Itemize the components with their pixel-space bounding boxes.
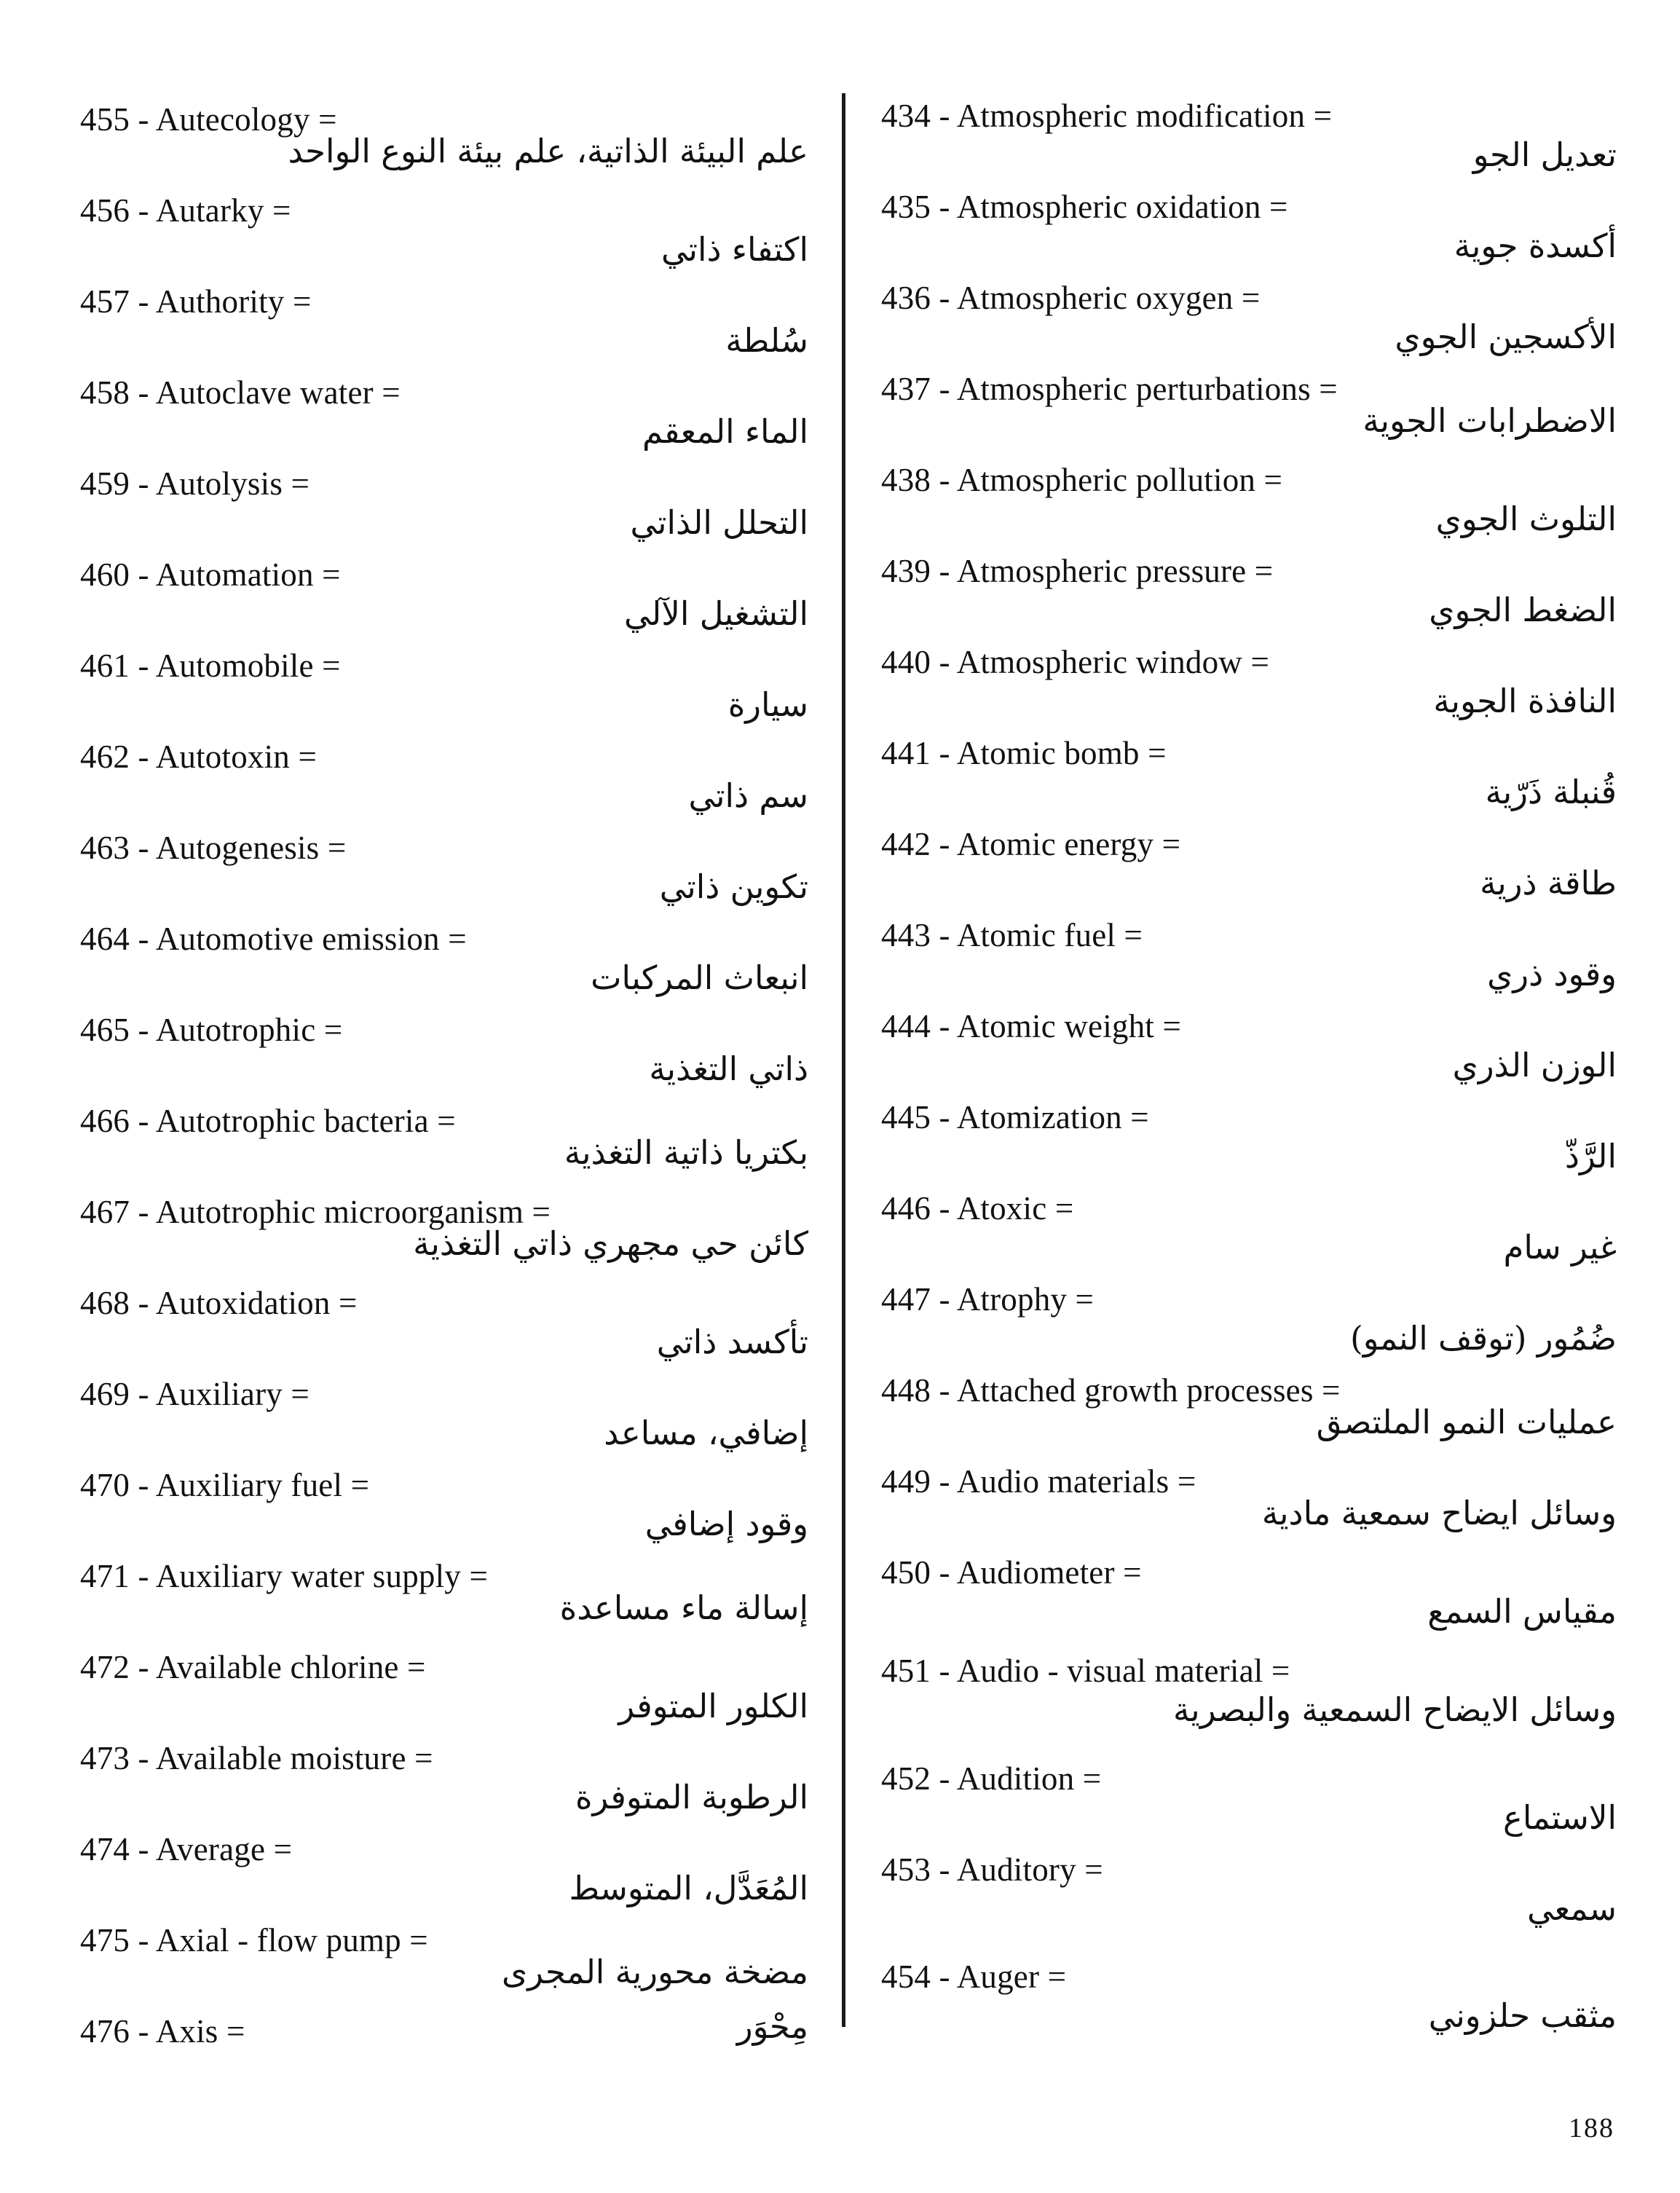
glossary-entry	[80, 1648, 808, 1740]
glossary-entry	[881, 1371, 1617, 1463]
glossary-entry	[881, 1280, 1617, 1372]
glossary-entry	[80, 556, 808, 647]
glossary-entry	[80, 647, 808, 739]
term-arabic: غير سام	[1503, 1228, 1617, 1267]
glossary-entry	[881, 1760, 1617, 1851]
term-arabic: أكسدة جوية	[1454, 227, 1617, 265]
glossary-entry	[80, 920, 808, 1012]
term-english: 462 - Autotoxin =	[80, 739, 318, 775]
glossary-entry	[80, 1011, 808, 1103]
term-english: 470 - Auxiliary fuel =	[80, 1467, 370, 1503]
glossary-entry	[80, 1102, 808, 1194]
term-english: 437 - Atmospheric perturbations =	[881, 371, 1338, 407]
term-english: 441 - Atomic bomb =	[881, 735, 1167, 771]
term-arabic: سم ذاتي	[688, 776, 808, 815]
glossary-entry	[80, 2007, 808, 2104]
glossary-entry	[881, 1652, 1617, 1744]
term-english: 467 - Autotrophic microorganism =	[80, 1194, 551, 1230]
glossary-entry	[80, 1466, 808, 1558]
term-arabic: ذاتي التغذية	[649, 1050, 808, 1088]
glossary-entry	[881, 1554, 1617, 1645]
glossary-entry	[881, 1007, 1617, 1099]
term-english: 453 - Auditory =	[881, 1851, 1103, 1888]
glossary-entry	[80, 1193, 808, 1285]
term-english: 460 - Automation =	[80, 556, 341, 593]
page-number: 188	[1569, 2113, 1614, 2143]
term-arabic: الضغط الجوي	[1429, 591, 1617, 629]
glossary-entry	[881, 916, 1617, 1008]
glossary-entry	[881, 643, 1617, 735]
term-arabic: مقياس السمع	[1427, 1592, 1617, 1631]
term-arabic: الاستماع	[1502, 1798, 1617, 1837]
term-arabic: التلوث الجوي	[1435, 500, 1617, 538]
term-arabic: النافذة الجوية	[1433, 682, 1617, 720]
term-english: 471 - Auxiliary water supply =	[80, 1558, 489, 1594]
term-english: 455 - Autecology =	[80, 101, 337, 138]
term-english: 473 - Available moisture =	[80, 1740, 433, 1776]
term-arabic: مضخة محورية المجرى	[501, 1953, 808, 1991]
term-english: 465 - Autotrophic =	[80, 1012, 343, 1048]
glossary-entry	[881, 97, 1617, 189]
term-english: 444 - Atomic weight =	[881, 1008, 1182, 1044]
term-english: 476 - Axis =	[80, 2013, 245, 2050]
term-arabic: إسالة ماء مساعدة	[559, 1588, 808, 1627]
term-english: 457 - Authority =	[80, 283, 312, 320]
term-arabic: كائن حي مجهري ذاتي التغذية	[413, 1224, 808, 1263]
term-english: 458 - Autoclave water =	[80, 374, 401, 411]
glossary-entry	[881, 825, 1617, 917]
glossary-entry	[881, 370, 1617, 462]
glossary-entry	[80, 465, 808, 556]
term-english: 463 - Autogenesis =	[80, 830, 347, 866]
term-arabic: سمعي	[1527, 1889, 1617, 1928]
term-arabic: الأكسجين الجوي	[1395, 318, 1617, 356]
glossary-entry	[881, 1958, 1617, 2050]
term-english: 469 - Auxiliary =	[80, 1376, 309, 1412]
term-english: 435 - Atmospheric oxidation =	[881, 189, 1288, 225]
term-arabic: قُنبلة ذَرّية	[1485, 773, 1617, 811]
glossary-entry	[881, 461, 1617, 553]
term-arabic: تأكسد ذاتي	[656, 1323, 808, 1361]
term-english: 475 - Axial - flow pump =	[80, 1922, 428, 1958]
glossary-entry	[881, 188, 1617, 280]
term-arabic: الوزن الذري	[1452, 1046, 1617, 1084]
term-english: 442 - Atomic energy =	[881, 826, 1181, 862]
term-arabic: وقود ذري	[1487, 955, 1617, 993]
term-english: 472 - Available chlorine =	[80, 1649, 426, 1685]
term-english: 451 - Audio - visual material =	[881, 1653, 1290, 1689]
term-arabic: مثقب حلزوني	[1428, 1996, 1617, 2035]
term-english: 443 - Atomic fuel =	[881, 917, 1143, 953]
term-english: 446 - Atoxic =	[881, 1190, 1074, 1227]
term-arabic: سيارة	[727, 685, 808, 724]
term-arabic: إضافي، مساعد	[604, 1414, 808, 1452]
term-arabic: بكتريا ذاتية التغذية	[564, 1133, 808, 1172]
term-arabic: الرَّذّ	[1564, 1137, 1617, 1176]
term-arabic: الماء المعقم	[642, 412, 808, 451]
term-english: 447 - Atrophy =	[881, 1281, 1095, 1318]
term-arabic: ضُمُور (توقف النمو)	[1350, 1319, 1617, 1358]
term-english: 459 - Autolysis =	[80, 465, 310, 502]
glossary-entry	[80, 1830, 808, 1922]
glossary-entry	[80, 192, 808, 283]
glossary-entry	[881, 1098, 1617, 1190]
term-arabic: التحلل الذاتي	[630, 503, 808, 542]
glossary-entry	[881, 734, 1617, 826]
term-english: 461 - Automobile =	[80, 647, 341, 684]
glossary-entry	[80, 1375, 808, 1467]
term-english: 440 - Atmospheric window =	[881, 644, 1270, 680]
term-english: 439 - Atmospheric pressure =	[881, 553, 1274, 589]
column-divider	[842, 93, 845, 2027]
term-arabic: الرطوبة المتوفرة	[575, 1778, 808, 1816]
term-english: 438 - Atmospheric pollution =	[881, 462, 1283, 498]
glossary-entry	[881, 1462, 1617, 1554]
glossary-entry	[80, 101, 808, 192]
term-english: 449 - Audio materials =	[881, 1463, 1196, 1500]
term-english: 436 - Atmospheric oxygen =	[881, 280, 1261, 316]
term-english: 466 - Autotrophic bacteria =	[80, 1103, 456, 1139]
glossary-entry	[80, 283, 808, 374]
term-english: 454 - Auger =	[881, 1958, 1067, 1995]
term-english: 468 - Autoxidation =	[80, 1285, 358, 1321]
glossary-entry	[80, 1557, 808, 1649]
glossary-entry	[80, 1284, 808, 1376]
glossary-entry	[80, 1921, 808, 2013]
glossary-entry	[80, 1739, 808, 1831]
term-english: 456 - Autarky =	[80, 192, 291, 229]
term-arabic: طاقة ذرية	[1480, 864, 1617, 902]
glossary-entry	[80, 374, 808, 465]
glossary-entry	[881, 552, 1617, 644]
term-arabic: تكوين ذاتي	[659, 867, 808, 906]
term-arabic: وقود إضافي	[644, 1505, 808, 1543]
term-arabic: عمليات النمو الملتصق	[1316, 1403, 1617, 1441]
term-arabic: وسائل ايضاح سمعية مادية	[1261, 1494, 1617, 1532]
term-english: 434 - Atmospheric modification =	[881, 98, 1333, 134]
term-arabic: تعديل الجو	[1472, 135, 1617, 174]
term-arabic: التشغيل الآلي	[624, 594, 808, 633]
term-arabic: الكلور المتوفر	[618, 1687, 808, 1725]
glossary-entry	[80, 829, 808, 921]
glossary-entry	[881, 1189, 1617, 1281]
term-arabic: انبعاث المركبات	[591, 958, 808, 997]
term-arabic: وسائل الايضاح السمعية والبصرية	[1173, 1690, 1617, 1729]
term-english: 474 - Average =	[80, 1831, 293, 1867]
term-english: 464 - Automotive emission =	[80, 921, 467, 957]
glossary-entry	[881, 279, 1617, 371]
term-english: 445 - Atomization =	[881, 1099, 1149, 1135]
term-arabic: مِحْوَر	[736, 2007, 808, 2046]
term-arabic: المُعَدَّل، المتوسط	[569, 1869, 808, 1907]
term-arabic: الاضطرابات الجوية	[1362, 401, 1617, 440]
term-english: 448 - Attached growth processes =	[881, 1372, 1341, 1409]
term-arabic: اكتفاء ذاتي	[660, 230, 808, 269]
glossary-entry	[881, 1851, 1617, 1942]
term-arabic: علم البيئة الذاتية، علم بيئة النوع الواحد	[288, 132, 808, 170]
term-arabic: سُلطة	[725, 321, 808, 360]
term-english: 450 - Audiometer =	[881, 1554, 1142, 1591]
glossary-entry	[80, 738, 808, 830]
term-english: 452 - Audition =	[881, 1760, 1102, 1797]
